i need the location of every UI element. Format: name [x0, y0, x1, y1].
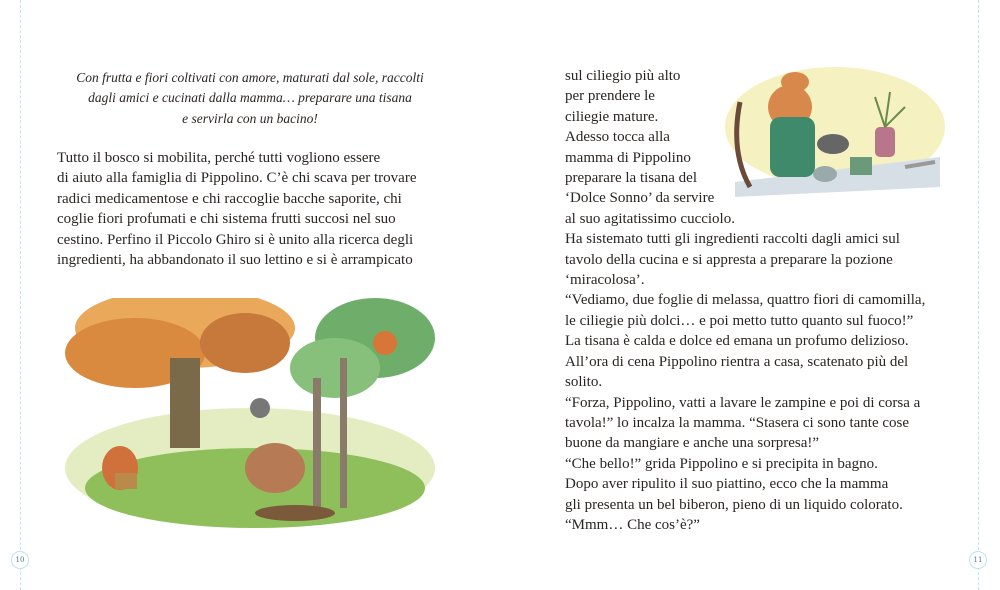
- text-line: “Forza, Pippolino, vatti a lavare le zampine e poi di corsa a: [565, 394, 921, 411]
- flower-pot-icon: [875, 127, 895, 157]
- text-line: preparare la tisana del: [565, 170, 698, 187]
- kitchen-illustration: [715, 62, 945, 197]
- page-number-right: 11: [969, 551, 987, 569]
- text-line: ciliegie mature.: [565, 108, 659, 125]
- text-line: sul ciliegio più alto: [565, 68, 681, 84]
- dormouse-figure: [373, 331, 397, 355]
- text-line: coglie fiori profumati e chi sistema frutti succosi nel suo: [57, 211, 396, 228]
- text-line: tavola!” lo incalza la mamma. “Stasera ci sono tante cose: [565, 414, 910, 431]
- intro-line: Con frutta e fiori coltivati con amore, maturati dal sole, raccolti: [76, 70, 424, 85]
- text-line: Adesso tocca alla: [565, 129, 670, 146]
- text-line: le ciliegie più dolci… e poi metto tutto quanto sul fuoco!”: [565, 312, 914, 329]
- left-page-margin-guide: [20, 0, 21, 590]
- text-line: La tisana è calda e dolce ed emana un profumo delizioso.: [565, 333, 909, 350]
- text-line: “Che bello!” grida Pippolino e si precipita in bagno.: [565, 455, 878, 472]
- text-line: buone da mangiare e anche una sorpresa!”: [565, 435, 820, 452]
- basket-icon: [115, 473, 137, 489]
- text-line: ‘Dolce Sonno’ da servire: [565, 190, 715, 207]
- text-line: tavolo della cucina e si appresta a preparare la pozione: [565, 251, 893, 268]
- text-line: gli presenta un bel biberon, pieno di un liquido colorato.: [565, 496, 903, 513]
- intro-line: dagli amici e cucinati dalla mamma… preparare una tisana: [88, 90, 412, 106]
- page-number-left: 10: [11, 551, 29, 569]
- pot-icon: [817, 134, 849, 154]
- mouse-figure: [250, 398, 270, 418]
- right-page-margin-guide: [978, 0, 979, 590]
- text-line: ‘miracolosa’.: [565, 272, 645, 289]
- text-line: mamma di Pippolino: [565, 149, 691, 166]
- text-line: al suo agitatissimo cucciolo.: [565, 210, 735, 227]
- intro-line: e servirla con un bacino!: [182, 110, 318, 126]
- intro-italic-text: [50, 68, 450, 129]
- text-line: radici medicamentose e chi raccoglie bacche saporite, chi: [57, 190, 402, 207]
- left-body-text: [57, 148, 416, 270]
- text-line: “Mmm… Che cos’è?”: [565, 516, 700, 533]
- text-line: per prendere le: [565, 88, 655, 105]
- text-line: Ha sistemato tutti gli ingredienti raccolti dagli amici sul: [565, 231, 900, 248]
- text-line: Dopo aver ripulito il suo piattino, ecco che la mamma: [565, 476, 889, 493]
- text-line: ingredienti, ha abbandonato il suo lettino e si è arrampicato: [57, 252, 413, 269]
- text-line: “Vediamo, due foglie di melassa, quattro fiori di camomilla,: [565, 292, 926, 309]
- text-line: All’ora di cena Pippolino rientra a casa, scatenato più del: [565, 353, 909, 370]
- text-line: Tutto il bosco si mobilita, perché tutti vogliono essere: [57, 150, 381, 166]
- text-line: di aiuto alla famiglia di Pippolino. C’è chi scava per trovare: [57, 170, 417, 187]
- bear-figure: [245, 443, 305, 493]
- text-line: solito.: [565, 374, 603, 391]
- text-line: cestino. Perfino il Piccolo Ghiro si è unito alla ricerca degli: [57, 231, 414, 248]
- forest-illustration: [55, 298, 445, 533]
